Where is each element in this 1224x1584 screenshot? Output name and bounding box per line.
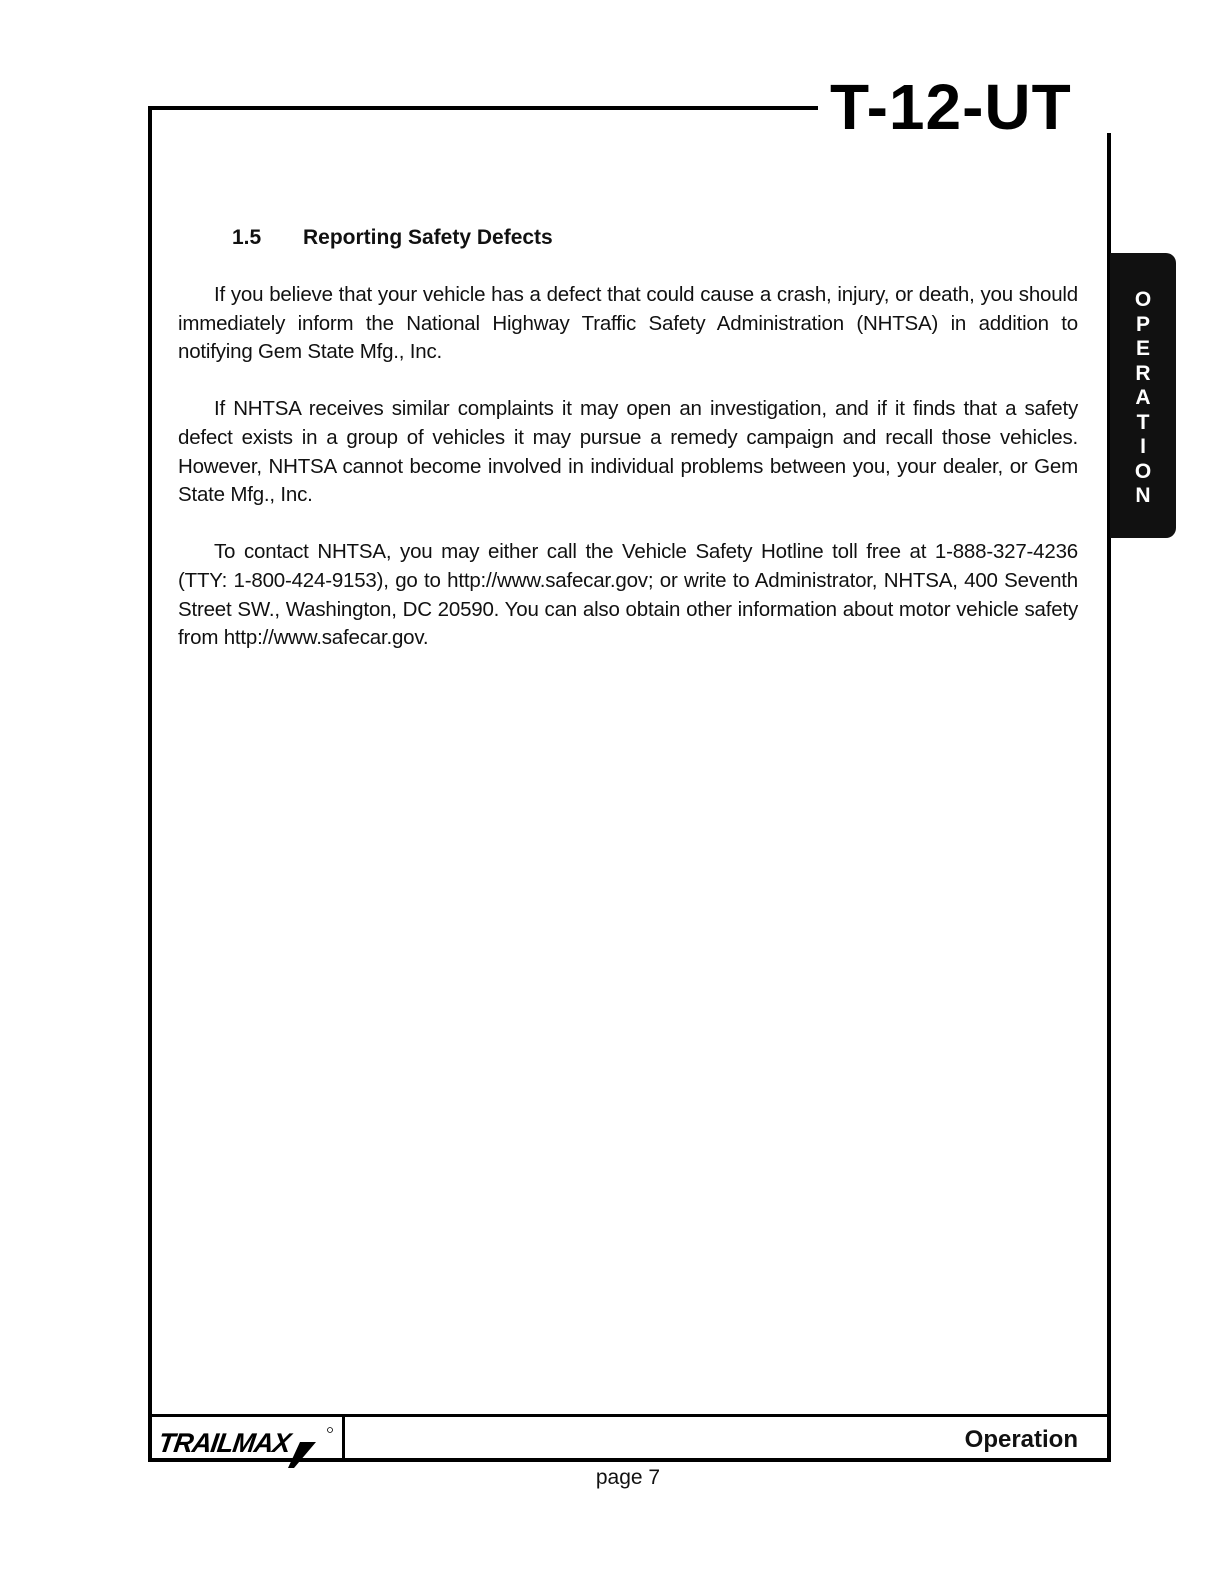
section-heading (232, 224, 553, 252)
paragraph: If NHTSA receives similar complaints it may open an investigation, and if it finds that a safety defect exists in a group of vehicles it may pursue a remedy campaign and recall those vehicles. However, NHTSA cannot become involved in individual problems between you, your dealer, or Gem State Mfg., Inc. (178, 397, 1078, 507)
side-tab-letter: O (1134, 459, 1152, 483)
side-tab-letter: E (1135, 337, 1150, 360)
side-tab-letter: R (1135, 361, 1151, 385)
footer-section-name: Operation (964, 1426, 1078, 1453)
footer-divider (342, 1414, 345, 1460)
side-tab-letter: A (1135, 386, 1151, 409)
registered-mark-icon (328, 1428, 333, 1433)
model-title: T-12-UT (830, 71, 1072, 143)
side-tab-label (1130, 288, 1156, 509)
section-number: 1.5 (232, 226, 262, 249)
side-tab-letter: I (1140, 435, 1146, 458)
side-tab-letter: O (1134, 288, 1152, 311)
trailmax-logo-graphic (160, 1418, 340, 1468)
trailmax-logo (160, 1418, 340, 1468)
logo-x-swash (288, 1442, 316, 1468)
side-tab-letter: P (1135, 312, 1150, 336)
body-text (178, 281, 1078, 681)
logo-wordmark: TRAILMAX (160, 1427, 293, 1458)
frame-left-border (148, 106, 152, 1462)
side-tab-letter: T (1136, 410, 1150, 434)
side-tab-letter: N (1135, 484, 1151, 507)
footer-top-rule (148, 1414, 1111, 1417)
paragraph: To contact NHTSA, you may either call the Vehicle Safety Hotline toll free at 1-888-327-4236 (TTY: 1-800-424-9153), go to http://www.safecar.gov; or write to Administrator, NHTSA, 400 Seventh Street SW., Washington, DC 20590. You can also obtain other information about motor vehicle safety from http://www.safecar.gov. (178, 540, 1078, 650)
page-number: page 7 (595, 1466, 661, 1489)
section-title: Reporting Safety Defects (303, 226, 553, 249)
paragraph: If you believe that your vehicle has a defect that could cause a crash, injury, or death, you should immediately inform the National Highway Traffic Safety Administration (NHTSA) in addition to notifying Gem State Mfg., Inc. (178, 283, 1078, 364)
frame-top-border (148, 106, 818, 110)
